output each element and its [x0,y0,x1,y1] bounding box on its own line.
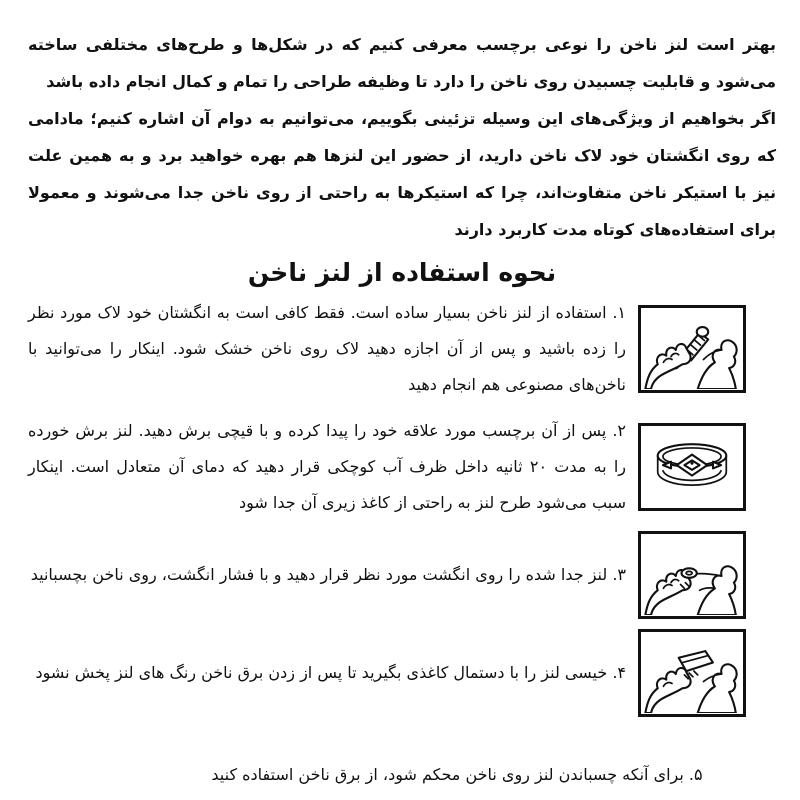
step-1-text: ۱. استفاده از لنز ناخن بسیار ساده است. فقط کافی است به انگشتان خود لاک مورد نظر را زده باشید و پس از آن اجازه دهید لاک روی ناخن خشک شود. اینکار را می‌توانید با ناخن‌های مصنوعی هم انجام دهید [28,303,626,394]
step-3-text: ۳. لنز جدا شده را روی انگشت مورد نظر قرار دهید و با فشار انگشت، روی ناخن بچسبانید [30,565,626,584]
step-2-figure [638,423,746,511]
steps-list [28,295,776,717]
page-title: نحوه استفاده از لنز ناخن [247,258,557,287]
step-row-1 [28,295,776,403]
blotting-lens-with-tissue-icon [642,633,742,713]
step-4-text: ۴. خیسی لنز را با دستمال کاغذی بگیرید تا پس از زدن برق ناخن رنگ های لنز پخش نشود [35,663,626,682]
intro-paragraph-2: اگر بخواهیم از ویژگی‌های این وسیله تزئینی بگوییم، می‌توانیم به دوام آن اشاره کنیم؛ مادامی که روی انگشتان خود لاک ناخن دارید، از حضور این لنزها هم بهره خواهید برد و به همین علت نیز با استیکر ناخن متفاوت‌اند، چرا که استیکرها به راحتی از روی ناخن جدا می‌شوند و معمولا برای استفاده‌های کوتاه مدت کاربرد دارند [28,109,776,239]
intro-paragraph-1: بهتر است لنز ناخن را نوعی برچسب معرفی کنیم که در شکل‌ها و طرح‌های مختلفی ساخته می‌شود و قابلیت چسبیدن روی ناخن را دارد تا وظیفه طراحی را تمام و کمال انجام داده باشد [28,35,776,91]
step-row-4 [28,629,776,717]
step-row-3 [28,531,776,619]
lens-in-water-dish-icon [642,427,742,507]
step-1-figure [638,305,746,393]
step-3-figure [638,531,746,619]
step-row-2 [28,413,776,521]
step-4-figure [638,629,746,717]
pressing-lens-on-nail-icon [642,535,742,615]
hands-applying-polish-icon [642,309,742,389]
step-2-text: ۲. پس از آن برچسب مورد علاقه خود را پیدا کرده و با قیچی برش دهید. لنز برش خورده را به مدت ۲۰ ثانیه داخل ظرف آب کوچکی قرار دهید که دمای آن متعادل است. اینکار سبب می‌شود طرح لنز به راحتی از کاغذ زیری آن جدا شود [28,421,626,512]
footer-note: ۵. برای آنکه چسباندن لنز روی ناخن محکم شود، از برق ناخن استفاده کنید [211,765,703,784]
